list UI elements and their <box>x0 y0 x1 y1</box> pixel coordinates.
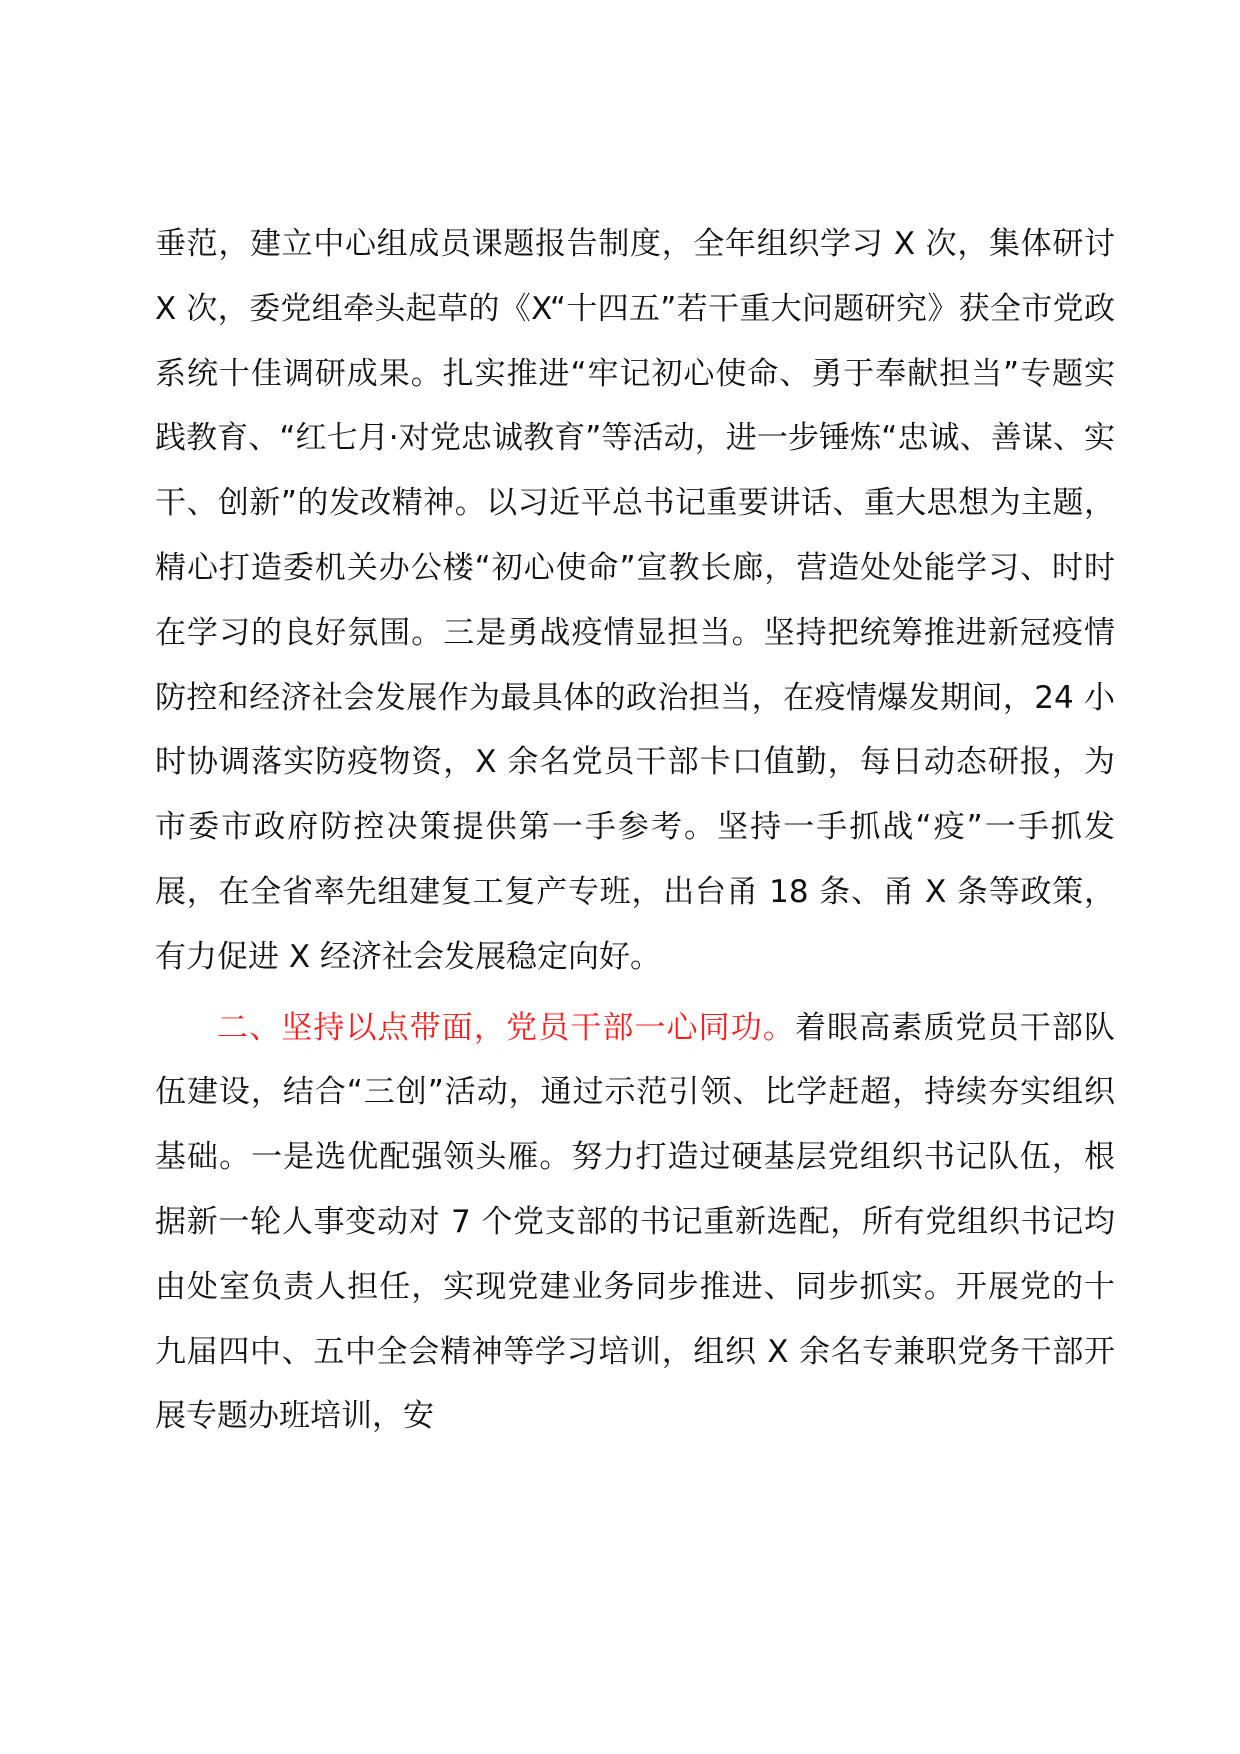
paragraph-2-text: 着眼高素质党员干部队伍建设，结合“三创”活动，通过示范引领、比学赶超，持续夯实组织基础。一是选优配强领头雁。努力打造过硬基层党组织书记队伍，根据新一轮人事变动对 7 个党支部的书记重新选配，所有党组织书记均由处室负责人担任，实现党建业务同步推进、同步抓实。开展党的十九届四中、五中全会精神等学习培训，组织 X 余名专兼职党务干部开展专题办班培训，安 <box>155 1009 1115 1435</box>
section-heading: 二、坚持以点带面，党员干部一心同功。 <box>217 1009 795 1046</box>
paragraph-1-text: 垂范，建立中心组成员课题报告制度，全年组织学习 X 次，集体研讨 X 次，委党组牵头起草的《X“十四五”若干重大问题研究》获全市党政系统十佳调研成果。扎实推进“牢记初心使命、勇于奉献担当”专题实践教育、“红七月·对党忠诚教育”等活动，进一步锤炼“忠诚、善谋、实干、创新”的发改精神。以习近平总书记重要讲话、重大思想为主题，精心打造委机关办公楼“初心使命”宣教长廊，营造处处能学习、时时在学习的良好氛围。三是勇战疫情显担当。坚持把统筹推进新冠疫情防控和经济社会发展作为最具体的政治担当，在疫情爆发期间，24 小时协调落实防疫物资，X 余名党员干部卡口值勤，每日动态研报，为市委市政府防控决策提供第一手参考。坚持一手抓战“疫”一手抓发展，在全省率先组建复工复产专班，出台甬 18 条、甬 X 条等政策，有力促进 X 经济社会发展稳定向好。 <box>155 226 1115 975</box>
paragraph-section-two <box>155 996 1115 1450</box>
paragraph-continuation <box>155 212 1115 990</box>
document-body <box>155 212 1115 1449</box>
